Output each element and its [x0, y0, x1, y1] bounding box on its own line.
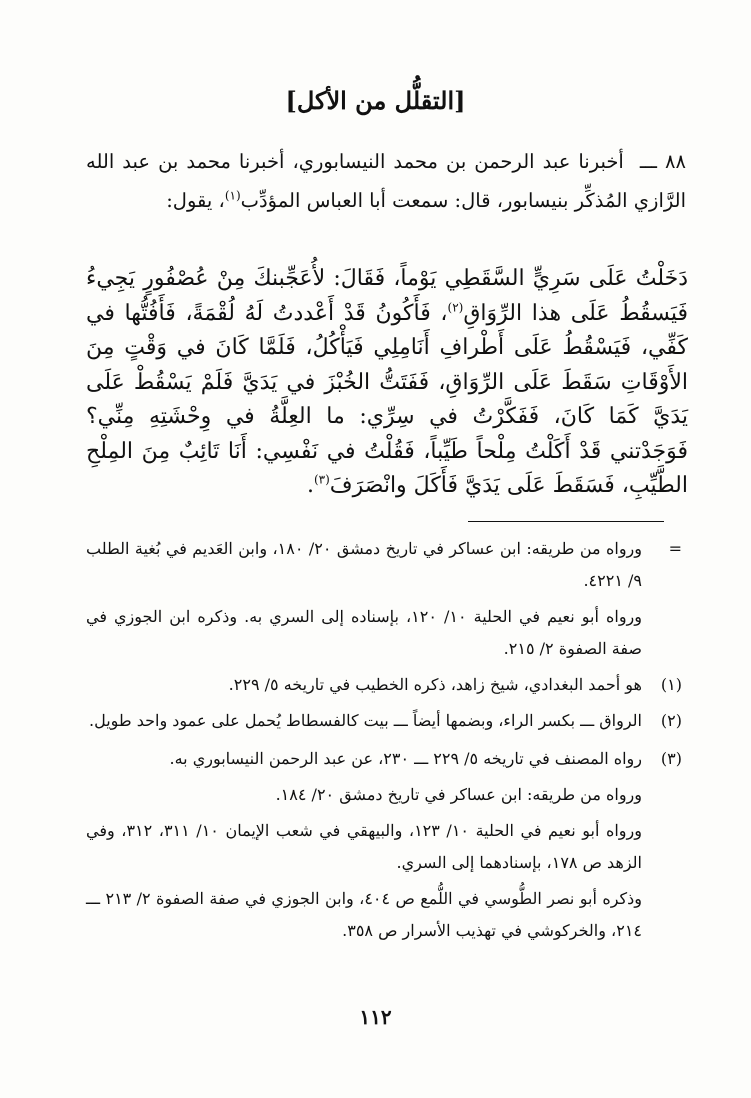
- isnad-tail: ، يقول:: [166, 189, 225, 212]
- footnote-text: الرواق ـــ بكسر الراء، وبضمها أيضاً ـــ بيت كالفسطاط يُحمل على عمود واحد طويل.: [88, 711, 642, 730]
- footnote-text: وذكره أبو نصر الطُّوسي في اللُّمع ص ٤٠٤، وابن الجوزي في صفة الصفوة ٢/ ٢١٣ ـــ ٢١٤، والخركوشي في تهذيب الأسرار ص ٣٥٨.: [86, 889, 643, 940]
- narration-part-1: دَخَلْتُ عَلَى سَرِيٍّ السَّقَطِي يَوْماً، فَقَالَ: لأُعَجِّبنكَ مِنْ عُصْفُورٍ يَجِيءُ فَيَسقُطُ عَلَى هذا الرِّوَاقِ: [86, 266, 688, 326]
- footnote-marker: =: [668, 539, 682, 558]
- footnote-ref-2: (٢): [447, 300, 464, 315]
- footnote-continued: [86, 533, 686, 665]
- footnote-text: ورواه من طريقه: ابن عساكر في تاريخ دمشق ٢٠/ ١٨٤.: [275, 785, 642, 804]
- footnote-text: رواه المصنف في تاريخه ٥/ ٢٢٩ ـــ ٢٣٠، عن عبد الرحمن النيسابوري به.: [169, 749, 642, 768]
- narration-paragraph: [86, 262, 688, 504]
- section-heading: [التقلُّل من الأكل]: [285, 86, 466, 115]
- footnote-3: [86, 743, 686, 947]
- footnote-marker: (١): [660, 675, 682, 694]
- footnote-text: هو أحمد البغدادي، شيخ زاهد، ذكره الخطيب في تاريخه ٥/ ٢٢٩.: [228, 675, 642, 694]
- footnote-ref-3: (٣): [313, 472, 330, 487]
- footnotes: [86, 533, 686, 951]
- footnote-separator: [468, 521, 664, 522]
- footnote-2: [86, 705, 686, 737]
- footnote-1: [86, 669, 686, 701]
- footnote-text: ورواه من طريقه: ابن عساكر في تاريخ دمشق ٢٠/ ١٨٠، وابن العَديم في بُغية الطلب ٩/ ٤٢٢١.: [86, 539, 643, 590]
- isnad-paragraph: [86, 142, 686, 220]
- report-number: ٨٨ ـــ: [639, 150, 686, 173]
- narration-part-2: ، فَأَكُونُ قَدْ أَعْددتُ لَهُ لُقْمَةً، فَأَفُتُّها في كَفِّي، فَيَسْقُطُ عَلَى أَطْرافِ أَنَامِلِي فَيَأْكُلُ، فَلَمَّا كَانَ في وَقْتٍ مِنَ الأَوْقَاتِ سَقَطَ عَلَى الرِّوَاقِ، فَفَتَتُّ الخُبْزَ في يَدَيَّ فَلَمْ يَسْقُطْ عَلَى يَدَيَّ كَمَا كَانَ، فَفَكَّرْتُ في سِرِّي: ما العِلَّةُ في وِحْشَتِهِ مِنِّي؟ فَوَجَدْتني قَدْ أَكَلْتُ مِلْحاً طَيِّباً، فَقُلْتُ في نَفْسِي: أَنَا تَائِبٌ مِنَ المِلْحِ الطَّيِّبِ، فَسَقَطَ عَلَى يَدَيَّ فَأَكَلَ وانْصَرَفَ: [86, 300, 688, 498]
- isnad-text: أخبرنا عبد الرحمن بن محمد النيسابوري، أخبرنا محمد بن عبد الله الرَّازي المُذكِّر بنيسابور، قال: سمعت أبا العباس المؤدِّب: [86, 150, 686, 212]
- footnote-marker: (٢): [660, 711, 682, 730]
- page-number: ١١٢: [359, 1005, 392, 1029]
- footnote-ref-1: (١): [224, 188, 241, 203]
- footnote-text: ورواه أبو نعيم في الحلية ١٠/ ١٢٠، بإسناده إلى السري به. وذكره ابن الجوزي في صفة الصفوة ٢/ ٢١٥.: [86, 607, 642, 658]
- footnote-text: ورواه أبو نعيم في الحلية ١٠/ ١٢٣، والبيهقي في شعب الإيمان ١٠/ ٣١١، ٣١٢، وفي الزهد ص ١٧٨، بإسنادهما إلى السري.: [86, 821, 642, 872]
- narration-end: .: [306, 473, 314, 498]
- footnote-marker: (٣): [660, 749, 682, 768]
